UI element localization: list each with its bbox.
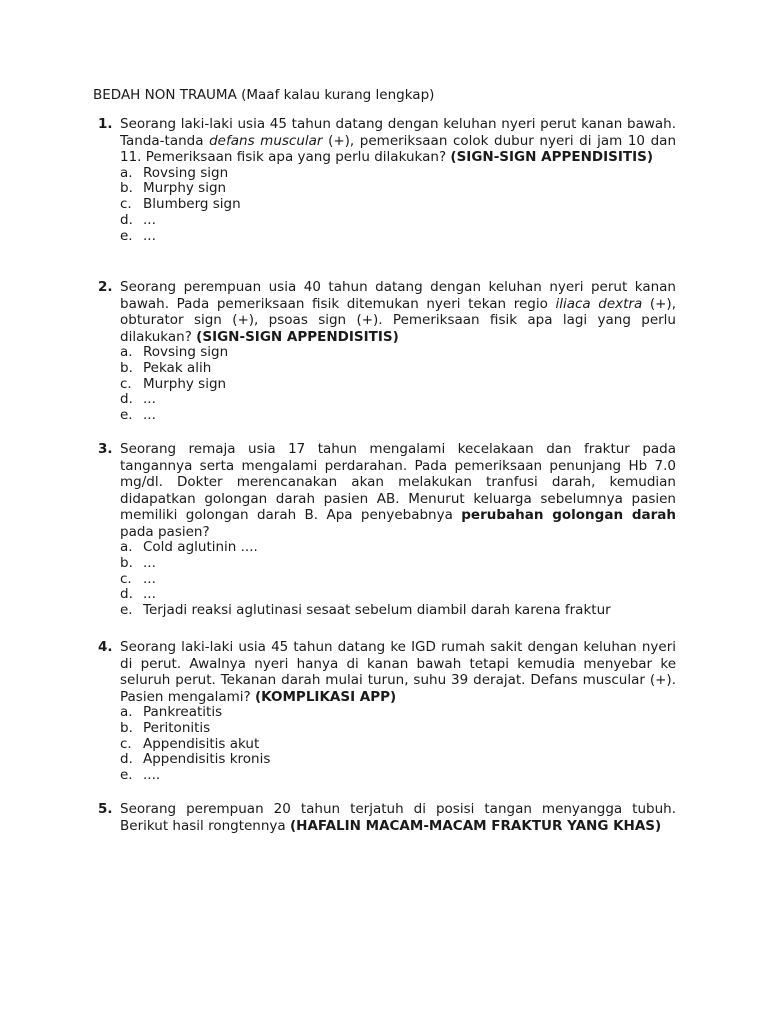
answer-options	[120, 540, 676, 619]
answer-option	[120, 392, 676, 408]
option-text: Terjadi reaksi aglutinasi sesaat sebelum diambil darah karena fraktur	[143, 602, 611, 619]
option-letter: d.	[120, 211, 133, 228]
question-emphasis: (SIGN-SIGN APPENDISITIS)	[450, 149, 653, 165]
answer-option	[120, 213, 676, 229]
option-letter: b.	[120, 719, 133, 736]
option-text: Appendisitis kronis	[143, 751, 271, 768]
answer-option	[120, 721, 676, 737]
option-text: ...	[143, 211, 156, 228]
question-text	[120, 441, 676, 540]
option-text: Blumberg sign	[143, 196, 241, 213]
answer-options	[120, 705, 676, 784]
question-number: 1.	[98, 116, 113, 132]
question-text	[120, 639, 676, 705]
question-body	[120, 116, 676, 244]
answer-option	[120, 603, 676, 619]
option-text: ...	[143, 554, 156, 571]
option-text: Murphy sign	[143, 180, 227, 197]
option-text: Rovsing sign	[143, 164, 229, 181]
answer-option	[120, 361, 676, 377]
question-3	[93, 441, 676, 619]
option-letter: d.	[120, 586, 133, 603]
option-letter: c.	[120, 375, 132, 392]
question-4	[93, 639, 676, 784]
option-letter: c.	[120, 196, 132, 213]
question-2	[93, 279, 676, 424]
option-text: Cold aglutinin ....	[143, 539, 258, 555]
option-text: ....	[143, 767, 161, 784]
answer-option	[120, 345, 676, 361]
question-emphasis: perubahan golongan darah	[461, 507, 676, 523]
answer-option	[120, 408, 676, 424]
answer-option	[120, 752, 676, 768]
question-body	[120, 639, 676, 784]
option-letter: a.	[120, 539, 133, 555]
answer-option	[120, 540, 676, 556]
option-letter: c.	[120, 735, 132, 752]
answer-option	[120, 197, 676, 213]
option-text: Pankreatitis	[143, 704, 223, 720]
option-letter: d.	[120, 391, 133, 408]
question-text-segment: Seorang perempuan 20 tahun terjatuh di posisi tangan menyangga tubuh. Berikut hasil rongtennya	[120, 801, 676, 834]
question-text-segment: (+), obturator sign (+), psoas sign (+). Pemeriksaan fisik apa lagi yang perlu dilakukan?	[120, 295, 676, 345]
option-text: ...	[143, 227, 156, 244]
option-letter: e.	[120, 602, 133, 619]
question-text	[120, 801, 676, 834]
answer-option	[120, 768, 676, 784]
option-letter: b.	[120, 359, 133, 376]
question-italic-term: iliaca dextra	[555, 295, 643, 312]
question-number: 2.	[98, 279, 113, 295]
document-title: BEDAH NON TRAUMA (Maaf kalau kurang lengkap)	[93, 87, 435, 103]
option-letter: a.	[120, 164, 133, 181]
option-letter: c.	[120, 570, 132, 587]
answer-option	[120, 705, 676, 721]
question-text-segment: pada pasien?	[120, 523, 210, 540]
question-text-segment: (+), pemeriksaan colok dubur nyeri di jam 10 dan 11. Pemeriksaan fisik apa yang perlu dilakukan?	[120, 132, 676, 165]
question-body	[120, 441, 676, 619]
answer-option	[120, 166, 676, 182]
option-letter: e.	[120, 407, 133, 424]
option-letter: a.	[120, 344, 133, 360]
question-italic-term: defans muscular	[209, 132, 323, 149]
question-text-segment: Seorang laki-laki usia 45 tahun datang dengan keluhan nyeri perut kanan bawah. Tanda-tanda	[120, 116, 676, 149]
question-emphasis: (KOMPLIKASI APP)	[254, 688, 397, 705]
question-text-segment: Seorang perempuan usia 40 tahun datang dengan keluhan nyeri perut kanan bawah. Pada pemeriksaan fisik ditemukan nyeri tekan regio	[120, 279, 676, 312]
option-letter: d.	[120, 751, 133, 768]
option-text: Pekak alih	[143, 359, 212, 376]
option-text: ...	[143, 570, 156, 587]
option-letter: e.	[120, 227, 133, 244]
answer-option	[120, 572, 676, 588]
answer-option	[120, 556, 676, 572]
option-text: Rovsing sign	[143, 344, 229, 360]
option-text: Peritonitis	[143, 719, 211, 736]
option-text: Appendisitis akut	[143, 735, 260, 752]
question-text-segment: Seorang remaja usia 17 tahun mengalami kecelakaan dan fraktur pada tangannya serta mengalami perdarahan. Pada pemeriksaan penunjang Hb 7.0 mg/dl. Dokter merencanakan akan melakukan tranfusi darah, kemudian didapatkan golongan darah pasien AB. Menurut keluarga sebelumnya pasien memiliki golongan darah B. Apa penyebabnya	[120, 441, 676, 523]
option-letter: e.	[120, 767, 133, 784]
answer-option	[120, 229, 676, 245]
question-1	[93, 116, 676, 244]
answer-option	[120, 737, 676, 753]
question-text	[120, 116, 676, 166]
question-5	[93, 801, 676, 834]
question-number: 5.	[98, 801, 113, 817]
question-emphasis: (SIGN-SIGN APPENDISITIS)	[196, 328, 399, 345]
question-body	[120, 279, 676, 424]
answer-options	[120, 166, 676, 245]
question-text-segment: Seorang laki-laki usia 45 tahun datang ke IGD rumah sakit dengan keluhan nyeri di perut. Awalnya nyeri hanya di kanan bawah tetapi kemudia menyebar ke seluruh perut. Tekanan darah mulai turun, suhu 39 derajat. Defans muscular (+). Pasien mengalami?	[120, 639, 676, 705]
option-letter: b.	[120, 554, 133, 571]
option-text: ...	[143, 407, 156, 424]
option-text: Murphy sign	[143, 375, 227, 392]
option-letter: b.	[120, 180, 133, 197]
option-letter: a.	[120, 704, 133, 720]
answer-option	[120, 587, 676, 603]
question-number: 4.	[98, 639, 113, 655]
question-emphasis: (HAFALIN MACAM-MACAM FRAKTUR YANG KHAS)	[289, 817, 662, 834]
answer-option	[120, 181, 676, 197]
question-text	[120, 279, 676, 345]
question-body	[120, 801, 676, 834]
question-number: 3.	[98, 441, 113, 457]
answer-option	[120, 377, 676, 393]
option-text: ...	[143, 391, 156, 408]
answer-options	[120, 345, 676, 424]
option-text: ...	[143, 586, 156, 603]
